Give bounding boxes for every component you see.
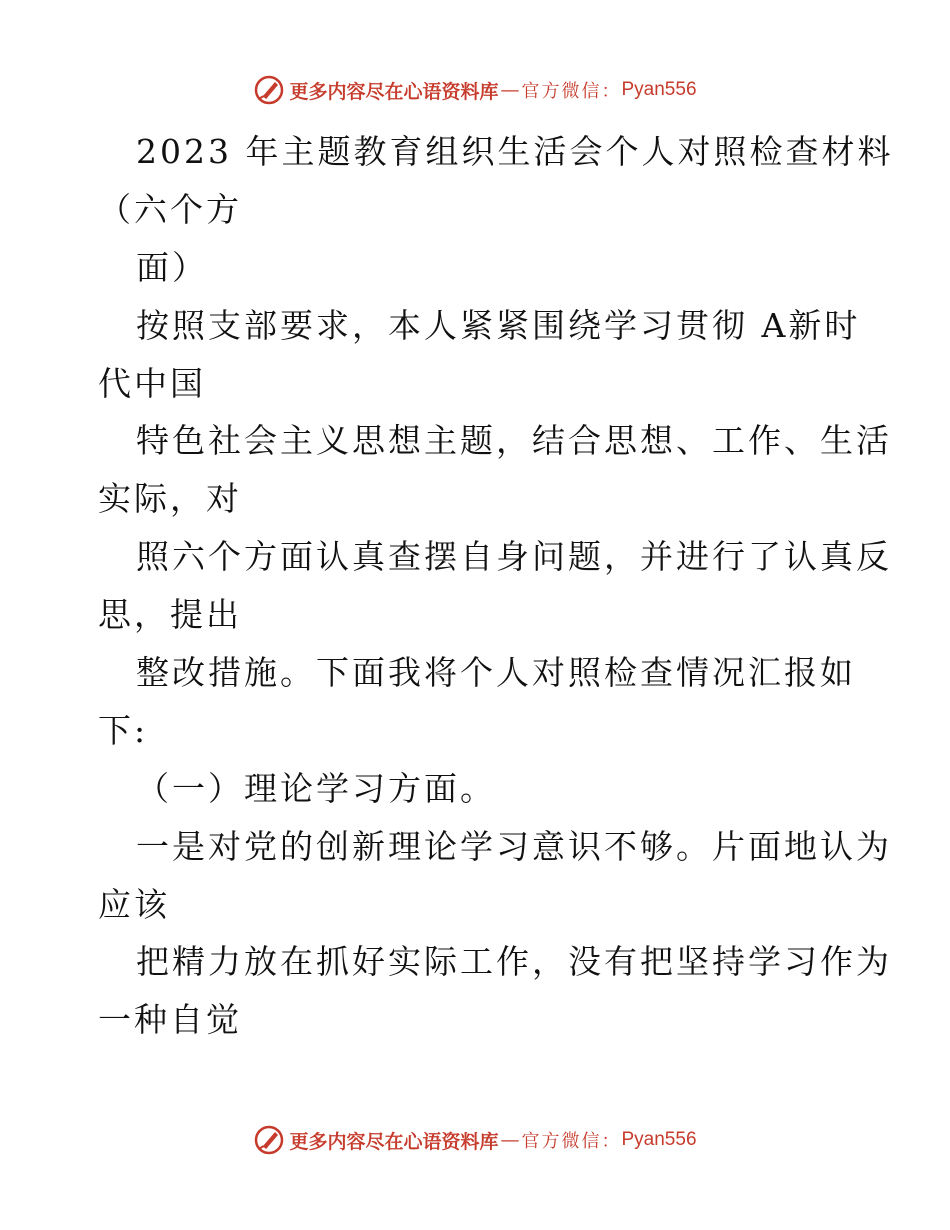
banner-official-label: 官方微信： bbox=[521, 1131, 622, 1152]
paragraph-line: 实际，对 bbox=[98, 479, 242, 519]
banner-dash: — bbox=[500, 1129, 520, 1151]
paragraph-line: 下: bbox=[98, 710, 149, 750]
paragraph-line: 一种自觉 bbox=[98, 1000, 242, 1040]
section-heading: （一）理论学习方面。 bbox=[136, 768, 496, 808]
paragraph-line: 整改措施。下面我将个人对照检查情况汇报如 bbox=[136, 653, 856, 693]
paragraph-line: 代中国 bbox=[98, 363, 206, 403]
banner-brand-text: 更多内容尽在心语资料库 bbox=[289, 1130, 499, 1153]
document-title-line-1: 2023 年主题教育组织生活会个人对照检查材料 bbox=[136, 132, 894, 171]
pen-logo-icon bbox=[253, 74, 285, 106]
document-title-line-2: （六个方 bbox=[98, 189, 242, 229]
document-title-line-3: 面） bbox=[136, 247, 208, 287]
footer-banner bbox=[0, 1120, 950, 1160]
paragraph-line: 照六个方面认真查摆自身问题，并进行了认真反 bbox=[136, 537, 892, 577]
paragraph-line: 应该 bbox=[98, 884, 170, 924]
document-body bbox=[98, 123, 894, 1049]
paragraph-line: 思，提出 bbox=[98, 595, 242, 635]
paragraph-line: 一是对党的创新理论学习意识不够。片面地认为 bbox=[136, 826, 892, 866]
paragraph-line: 把精力放在抓好实际工作，没有把坚持学习作为 bbox=[136, 942, 892, 982]
paragraph-line: 特色社会主义思想主题，结合思想、工作、生活 bbox=[136, 421, 892, 461]
banner-official-label: 官方微信： bbox=[521, 81, 622, 102]
banner-wechat-id: Pyan556 bbox=[621, 79, 697, 100]
banner-dash: — bbox=[500, 79, 520, 101]
paragraph-line: 按照支部要求，本人紧紧围绕学习贯彻 A新时 bbox=[136, 305, 861, 345]
banner-brand-text: 更多内容尽在心语资料库 bbox=[289, 80, 499, 103]
pen-logo-icon bbox=[253, 1124, 285, 1156]
header-banner bbox=[0, 70, 950, 110]
banner-wechat-id: Pyan556 bbox=[621, 1129, 697, 1150]
